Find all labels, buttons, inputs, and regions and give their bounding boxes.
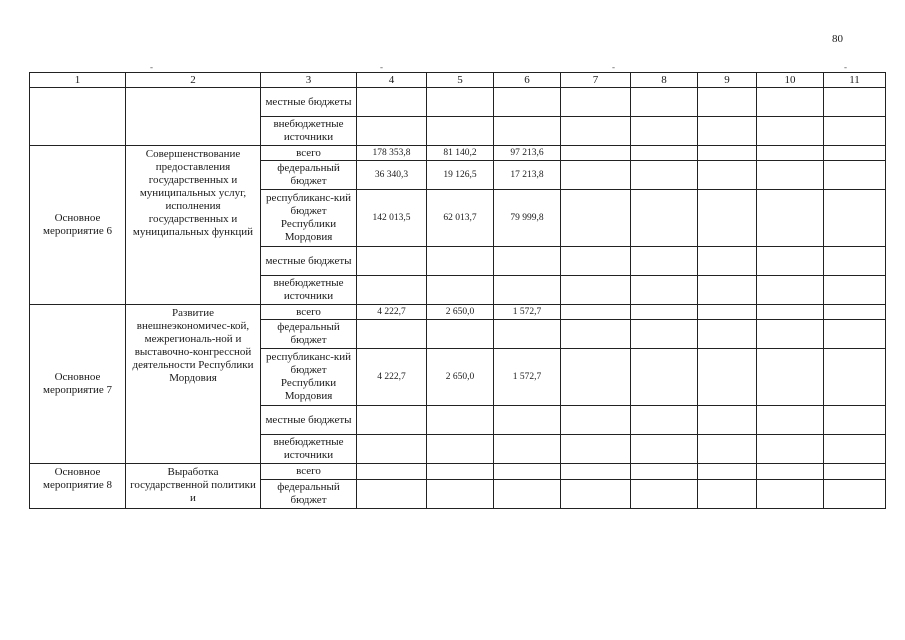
value-cell <box>494 320 561 349</box>
value-cell <box>357 247 427 276</box>
empty-cell <box>631 406 698 435</box>
empty-cell <box>698 247 757 276</box>
funding-source: внебюджетные источники <box>261 435 357 464</box>
value-cell <box>427 464 494 480</box>
empty-cell <box>698 305 757 320</box>
value-cell <box>357 320 427 349</box>
value-cell <box>427 406 494 435</box>
funding-source: федеральный бюджет <box>261 320 357 349</box>
table-row <box>30 88 886 117</box>
empty-cell <box>561 161 631 190</box>
scan-mark: - <box>612 62 615 72</box>
value-cell <box>357 88 427 117</box>
empty-cell <box>631 464 698 480</box>
empty-cell <box>757 320 824 349</box>
scan-mark: - <box>380 62 383 72</box>
activity-name-cell <box>30 88 126 146</box>
empty-cell <box>698 406 757 435</box>
value-cell: 17 213,8 <box>494 161 561 190</box>
empty-cell <box>698 117 757 146</box>
value-cell <box>427 88 494 117</box>
value-cell: 1 572,7 <box>494 349 561 406</box>
value-cell <box>357 406 427 435</box>
table-row <box>30 305 886 320</box>
scan-mark: - <box>150 62 153 72</box>
empty-cell <box>698 146 757 161</box>
value-cell: 142 013,5 <box>357 190 427 247</box>
scan-mark: - <box>844 62 847 72</box>
empty-cell <box>631 247 698 276</box>
value-cell <box>427 480 494 509</box>
empty-cell <box>757 190 824 247</box>
empty-cell <box>561 320 631 349</box>
empty-cell <box>824 247 886 276</box>
empty-cell <box>757 247 824 276</box>
activity-name: Основное мероприятие 8 <box>30 464 126 509</box>
column-header: 3 <box>261 73 357 88</box>
funding-source: местные бюджеты <box>261 247 357 276</box>
value-cell <box>357 276 427 305</box>
empty-cell <box>561 305 631 320</box>
empty-cell <box>561 464 631 480</box>
empty-cell <box>757 480 824 509</box>
activity-description: Выработка государственной политики и <box>126 464 261 509</box>
value-cell: 97 213,6 <box>494 146 561 161</box>
value-cell <box>357 117 427 146</box>
funding-source: республиканс-кий бюджет Республики Мордовия <box>261 190 357 247</box>
empty-cell <box>824 406 886 435</box>
value-cell <box>357 435 427 464</box>
column-header: 7 <box>561 73 631 88</box>
empty-cell <box>824 88 886 117</box>
value-cell: 19 126,5 <box>427 161 494 190</box>
value-cell <box>494 88 561 117</box>
funding-source: местные бюджеты <box>261 88 357 117</box>
value-cell <box>427 117 494 146</box>
value-cell <box>494 480 561 509</box>
empty-cell <box>824 146 886 161</box>
value-cell <box>494 247 561 276</box>
empty-cell <box>631 435 698 464</box>
value-cell <box>427 435 494 464</box>
value-cell: 79 999,8 <box>494 190 561 247</box>
empty-cell <box>631 146 698 161</box>
budget-table <box>29 72 886 509</box>
value-cell <box>494 276 561 305</box>
funding-source: внебюджетные источники <box>261 117 357 146</box>
value-cell <box>494 464 561 480</box>
funding-source: местные бюджеты <box>261 406 357 435</box>
activity-name: Основное мероприятие 7 <box>30 305 126 464</box>
empty-cell <box>757 406 824 435</box>
empty-cell <box>824 349 886 406</box>
column-header: 11 <box>824 73 886 88</box>
empty-cell <box>757 464 824 480</box>
empty-cell <box>631 161 698 190</box>
empty-cell <box>561 88 631 117</box>
funding-source: всего <box>261 146 357 161</box>
empty-cell <box>757 349 824 406</box>
empty-cell <box>631 480 698 509</box>
empty-cell <box>757 117 824 146</box>
header-row <box>30 73 886 88</box>
value-cell: 4 222,7 <box>357 349 427 406</box>
value-cell <box>357 464 427 480</box>
value-cell: 2 650,0 <box>427 305 494 320</box>
empty-cell <box>698 349 757 406</box>
empty-cell <box>824 320 886 349</box>
empty-cell <box>824 276 886 305</box>
funding-source: внебюджетные источники <box>261 276 357 305</box>
empty-cell <box>631 117 698 146</box>
empty-cell <box>824 464 886 480</box>
empty-cell <box>757 435 824 464</box>
column-header: 6 <box>494 73 561 88</box>
table-row <box>30 464 886 480</box>
value-cell <box>427 247 494 276</box>
empty-cell <box>561 190 631 247</box>
activity-name: Основное мероприятие 6 <box>30 146 126 305</box>
empty-cell <box>631 349 698 406</box>
value-cell: 36 340,3 <box>357 161 427 190</box>
column-header: 2 <box>126 73 261 88</box>
column-header: 8 <box>631 73 698 88</box>
empty-cell <box>561 146 631 161</box>
empty-cell <box>757 161 824 190</box>
empty-cell <box>561 247 631 276</box>
empty-cell <box>824 161 886 190</box>
column-header: 10 <box>757 73 824 88</box>
empty-cell <box>561 349 631 406</box>
funding-source: всего <box>261 464 357 480</box>
empty-cell <box>698 320 757 349</box>
empty-cell <box>757 88 824 117</box>
empty-cell <box>698 161 757 190</box>
empty-cell <box>757 146 824 161</box>
value-cell <box>494 435 561 464</box>
column-header: 5 <box>427 73 494 88</box>
column-header: 1 <box>30 73 126 88</box>
empty-cell <box>824 435 886 464</box>
value-cell <box>357 480 427 509</box>
funding-source: федеральный бюджет <box>261 161 357 190</box>
empty-cell <box>698 480 757 509</box>
empty-cell <box>631 320 698 349</box>
empty-cell <box>757 305 824 320</box>
value-cell <box>494 117 561 146</box>
value-cell <box>427 276 494 305</box>
activity-description-cell <box>126 88 261 146</box>
empty-cell <box>561 480 631 509</box>
empty-cell <box>824 480 886 509</box>
value-cell: 178 353,8 <box>357 146 427 161</box>
value-cell <box>494 406 561 435</box>
funding-source: всего <box>261 305 357 320</box>
page-number: 80 <box>832 33 843 45</box>
empty-cell <box>824 190 886 247</box>
value-cell: 4 222,7 <box>357 305 427 320</box>
empty-cell <box>631 88 698 117</box>
activity-description: Развитие внешнеэкономичес-кой, межрегиональ-ной и выставочно-конгрессной деятельности Республики Мордовия <box>126 305 261 464</box>
empty-cell <box>698 88 757 117</box>
empty-cell <box>698 190 757 247</box>
empty-cell <box>698 464 757 480</box>
value-cell: 1 572,7 <box>494 305 561 320</box>
value-cell: 81 140,2 <box>427 146 494 161</box>
column-header: 4 <box>357 73 427 88</box>
empty-cell <box>631 276 698 305</box>
value-cell: 62 013,7 <box>427 190 494 247</box>
empty-cell <box>561 406 631 435</box>
value-cell <box>427 320 494 349</box>
empty-cell <box>757 276 824 305</box>
column-header: 9 <box>698 73 757 88</box>
empty-cell <box>824 117 886 146</box>
activity-description: Совершенствование предоставления государственных и муниципальных услуг, исполнения государственных и муниципальных функций <box>126 146 261 305</box>
funding-source: федеральный бюджет <box>261 480 357 509</box>
empty-cell <box>561 117 631 146</box>
empty-cell <box>631 305 698 320</box>
table-row <box>30 146 886 161</box>
empty-cell <box>631 190 698 247</box>
empty-cell <box>698 435 757 464</box>
empty-cell <box>561 276 631 305</box>
empty-cell <box>698 276 757 305</box>
funding-source: республиканс-кий бюджет Республики Мордовия <box>261 349 357 406</box>
value-cell: 2 650,0 <box>427 349 494 406</box>
empty-cell <box>561 435 631 464</box>
empty-cell <box>824 305 886 320</box>
